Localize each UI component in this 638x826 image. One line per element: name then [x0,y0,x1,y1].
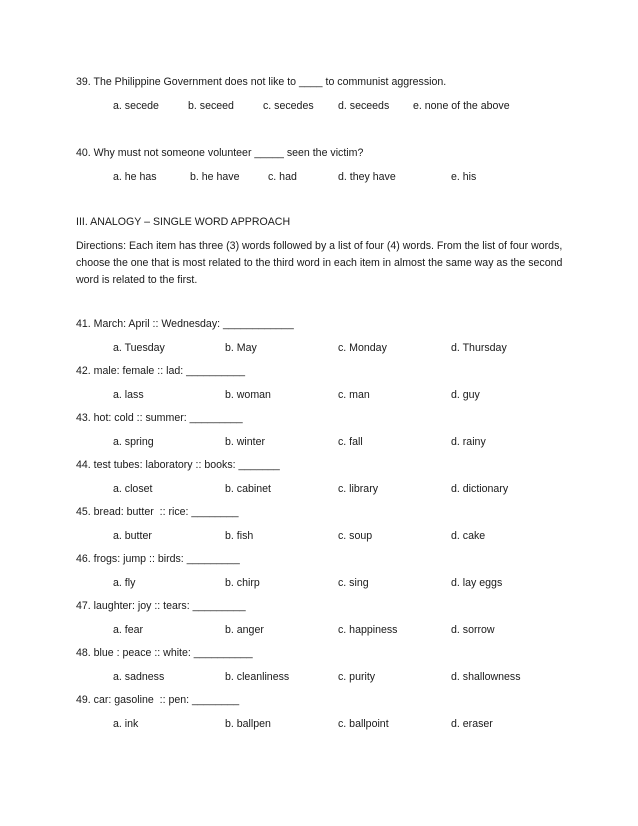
analogy-42-option-b: b. woman [225,389,271,401]
analogy-45-option-d: d. cake [451,530,486,542]
q39-option-a: a. secede [113,100,159,112]
analogy-45-option-c: c. soup [338,530,373,542]
analogy-43-option-c: c. fall [338,436,363,448]
q39-option-d: d. seceeds [338,100,390,112]
analogy-44-option-b: b. cabinet [225,483,271,495]
analogy-48-stem: 48. blue : peace :: white: __________ [76,647,253,659]
analogy-41-option-a: a. Tuesday [113,342,165,354]
q39-option-e: e. none of the above [413,100,510,112]
analogy-46-option-a: a. fly [113,577,136,589]
analogy-46-option-b: b. chirp [225,577,260,589]
question-39-stem: 39. The Philippine Government does not like to ____ to communist aggression. [76,76,447,88]
analogy-44-option-d: d. dictionary [451,483,509,495]
analogy-42-option-c: c. man [338,389,370,401]
analogy-46-option-c: c. sing [338,577,369,589]
analogy-42-option-d: d. guy [451,389,480,401]
q40-option-a: a. he has [113,171,157,183]
analogy-49-option-d: d. eraser [451,718,493,730]
analogy-46-stem: 46. frogs: jump :: birds: _________ [76,553,240,565]
analogy-47-option-a: a. fear [113,624,144,636]
analogy-43-option-d: d. rainy [451,436,486,448]
analogy-49-option-b: b. ballpen [225,718,271,730]
analogy-44-option-c: c. library [338,483,379,495]
directions-paragraph: Directions: Each item has three (3) words followed by a list of four (4) words. From the list of four words, choose the one that is most related to the third word in each item in almost the same way as the second word is related to the first. [76,240,563,286]
analogy-43-option-a: a. spring [113,436,154,448]
section-heading: III. ANALOGY – SINGLE WORD APPROACH [76,216,291,228]
q40-option-c: c. had [268,171,297,183]
analogy-48-option-b: b. cleanliness [225,671,290,683]
q40-option-d: d. they have [338,171,396,183]
analogy-48-option-d: d. shallowness [451,671,521,683]
analogy-43-stem: 43. hot: cold :: summer: _________ [76,412,243,424]
analogy-45-option-b: b. fish [225,530,254,542]
q39-option-b: b. seceed [188,100,234,112]
analogy-49-option-a: a. ink [113,718,139,730]
analogy-42-stem: 42. male: female :: lad: __________ [76,365,246,377]
analogy-48-option-a: a. sadness [113,671,165,683]
analogy-43-option-b: b. winter [225,436,266,448]
analogy-42-option-a: a. lass [113,389,144,401]
analogy-47-option-d: d. sorrow [451,624,495,636]
analogy-45-stem: 45. bread: butter :: rice: ________ [76,506,239,518]
analogy-49-stem: 49. car: gasoline :: pen: ________ [76,694,240,706]
analogy-47-option-b: b. anger [225,624,264,636]
analogy-47-option-c: c. happiness [338,624,398,636]
analogy-44-option-a: a. closet [113,483,153,495]
analogy-47-stem: 47. laughter: joy :: tears: _________ [76,600,246,612]
analogy-41-option-b: b. May [225,342,257,354]
q40-option-b: b. he have [190,171,240,183]
q39-option-c: c. secedes [263,100,314,112]
question-40-stem: 40. Why must not someone volunteer _____ seen the victim? [76,147,364,159]
q40-option-e: e. his [451,171,477,183]
analogy-46-option-d: d. lay eggs [451,577,503,589]
analogy-44-stem: 44. test tubes: laboratory :: books: _______ [76,459,280,471]
analogy-41-option-d: d. Thursday [451,342,507,354]
analogy-41-option-c: c. Monday [338,342,387,354]
analogy-48-option-c: c. purity [338,671,376,683]
analogy-49-option-c: c. ballpoint [338,718,389,730]
analogy-45-option-a: a. butter [113,530,152,542]
analogy-41-stem: 41. March: April :: Wednesday: ____________ [76,318,294,330]
